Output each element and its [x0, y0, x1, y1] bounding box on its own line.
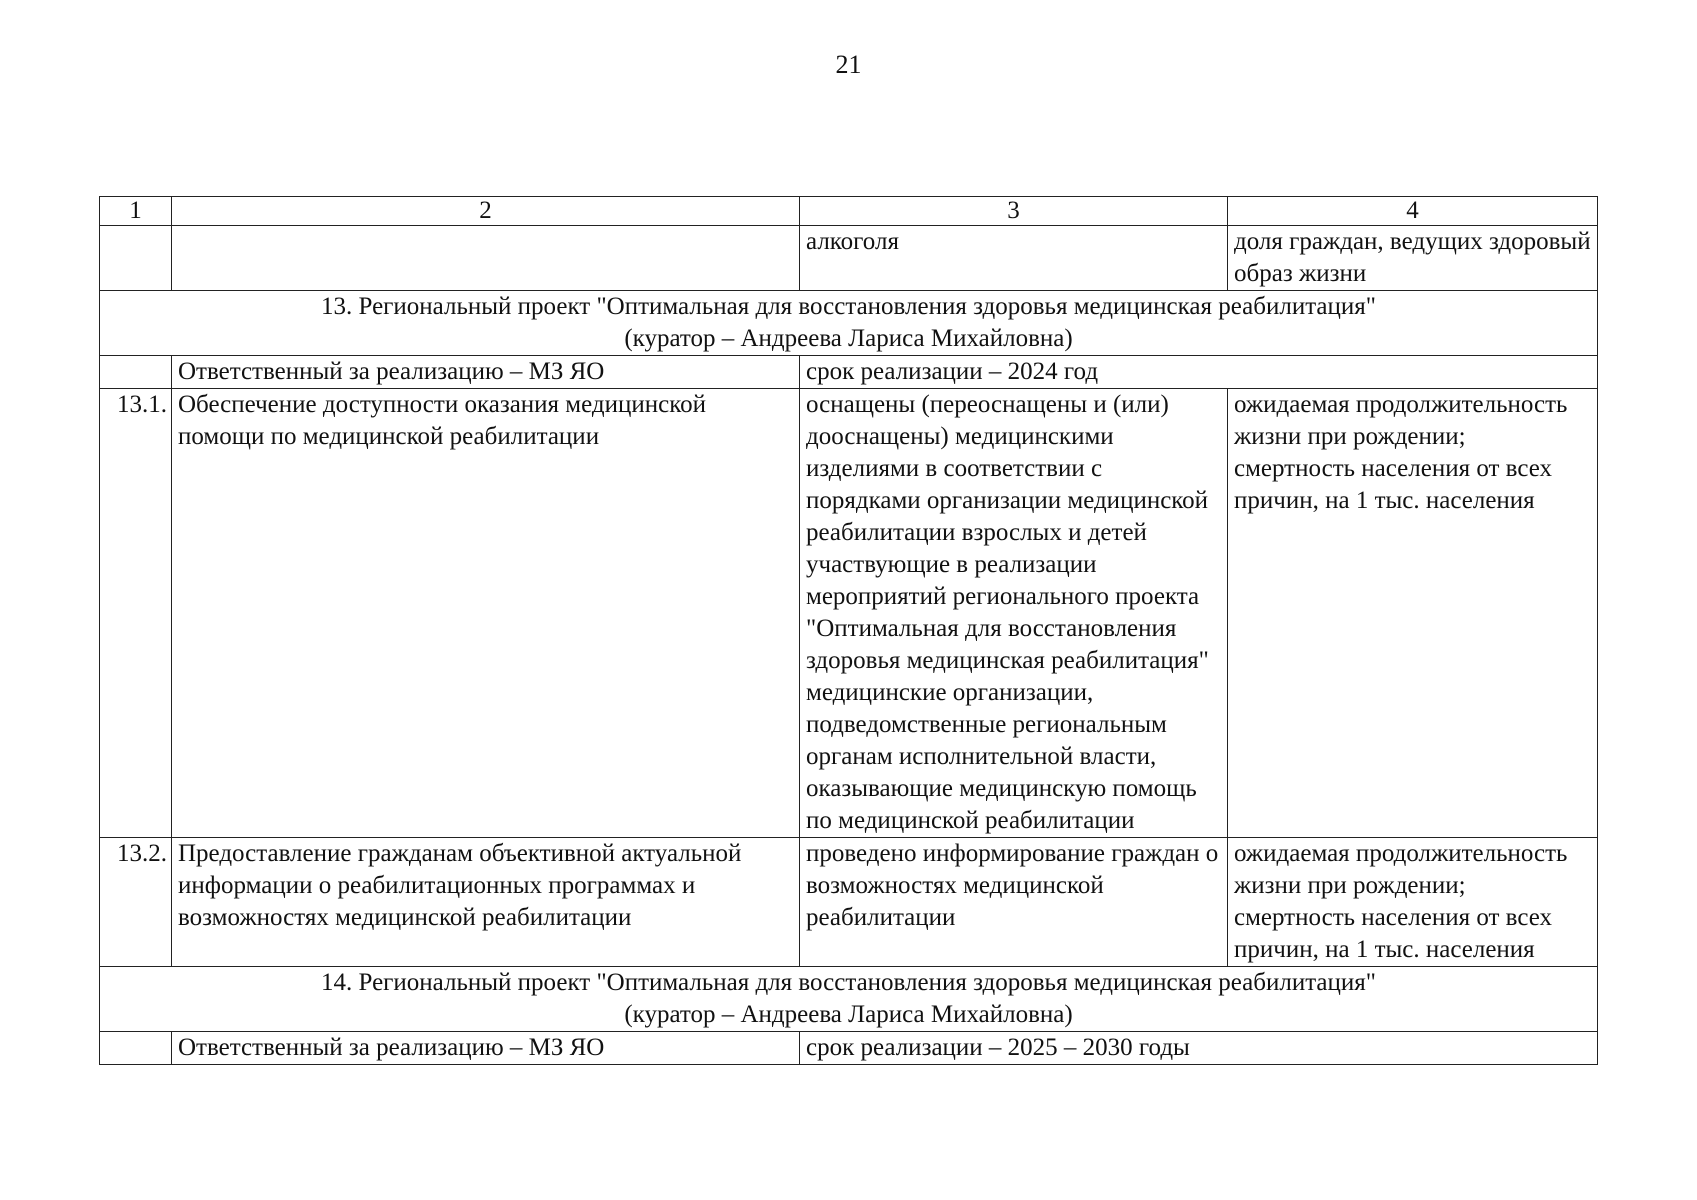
measures-table: [99, 196, 1598, 1065]
responsible-13-cell: Ответственный за реализацию – МЗ ЯО: [172, 356, 800, 389]
responsible-14-empty-cell: [100, 1032, 172, 1065]
section-13-title: 13. Региональный проект "Оптимальная для восстановления здоровья медицинская реабилитация": [321, 293, 1376, 320]
term-14-cell: срок реализации – 2025 – 2030 годы: [800, 1032, 1598, 1065]
page-number: 21: [835, 50, 862, 79]
continuation-result-cell: алкоголя: [800, 226, 1228, 291]
section-13-curator: (куратор – Андреева Лариса Михайловна): [624, 325, 1073, 352]
item-13-2-result: проведено информирование граждан о возможностях медицинской реабилитации: [800, 838, 1228, 967]
responsible-14-cell: Ответственный за реализацию – МЗ ЯО: [172, 1032, 800, 1065]
section-13-cell: [100, 291, 1598, 356]
item-13-1-task: Обеспечение доступности оказания медицинской помощи по медицинской реабилитации: [172, 389, 800, 838]
item-13-1-number: 13.1.: [100, 389, 172, 838]
section-14-title: 14. Региональный проект "Оптимальная для восстановления здоровья медицинская реабилитация": [321, 969, 1376, 996]
item-13-1-row: [100, 389, 1598, 838]
item-13-2-row: [100, 838, 1598, 967]
section-14-cell: [100, 967, 1598, 1032]
item-13-2-indicator: ожидаемая продолжительность жизни при рождении; смертность населения от всех причин, на 1 тыс. населения: [1228, 838, 1598, 967]
item-13-1-result: оснащены (переоснащены и (или) дооснащены) медицинскими изделиями в соответствии с порядками организации медицинской реабилитации взрослых и детей участвующие в реализации мероприятий регионального проекта "Оптимальная для восстановления здоровья медицинская реабилитация" медицинские организации, подведомственные региональным органам исполнительной власти, оказывающие медицинскую помощь по медицинской реабилитации: [800, 389, 1228, 838]
column-number-2: 2: [172, 197, 800, 226]
continuation-num-cell: [100, 226, 172, 291]
column-number-1: 1: [100, 197, 172, 226]
column-number-3: 3: [800, 197, 1228, 226]
section-14-curator: (куратор – Андреева Лариса Михайловна): [624, 1001, 1073, 1028]
responsible-13-empty-cell: [100, 356, 172, 389]
continuation-indicator-cell: доля граждан, ведущих здоровый образ жизни: [1228, 226, 1598, 291]
term-13-cell: срок реализации – 2024 год: [800, 356, 1598, 389]
section-14-header: [100, 967, 1598, 1032]
item-13-1-indicator: ожидаемая продолжительность жизни при рождении; смертность населения от всех причин, на 1 тыс. населения: [1228, 389, 1598, 838]
item-13-2-number: 13.2.: [100, 838, 172, 967]
section-13-responsible-row: [100, 356, 1598, 389]
section-13-header: [100, 291, 1598, 356]
item-13-2-task: Предоставление гражданам объективной актуальной информации о реабилитационных программах и возможностях медицинской реабилитации: [172, 838, 800, 967]
continuation-row: [100, 226, 1598, 291]
column-number-row: [100, 197, 1598, 226]
continuation-task-cell: [172, 226, 800, 291]
column-number-4: 4: [1228, 197, 1598, 226]
section-14-responsible-row: [100, 1032, 1598, 1065]
